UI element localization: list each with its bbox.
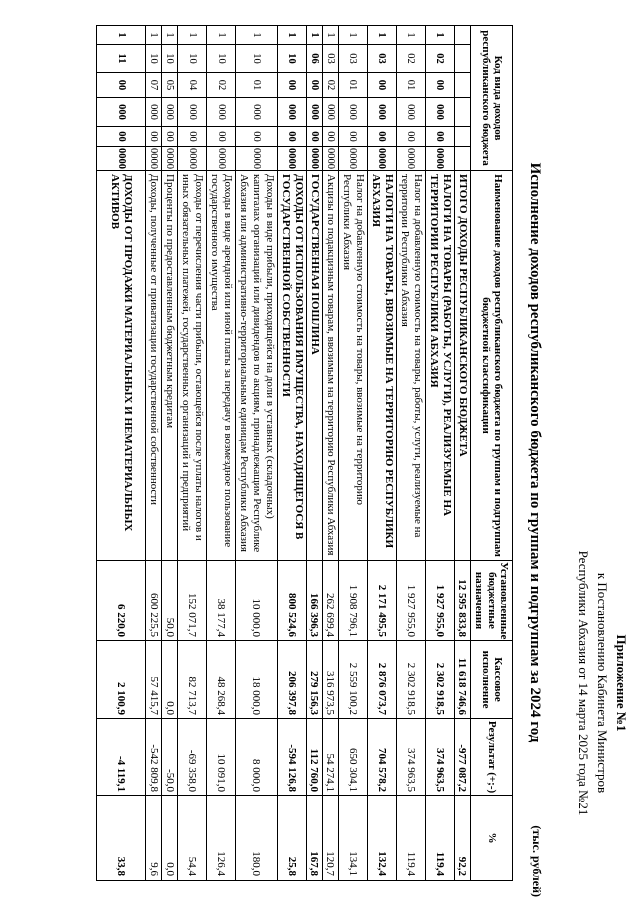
code-cell: 0000: [396, 147, 425, 171]
code-cell: [454, 26, 470, 45]
value-cell: 38 177,4: [207, 561, 236, 641]
code-cell: 1: [367, 26, 396, 45]
value-cell: 10 000,0: [236, 561, 278, 641]
code-cell: 00: [277, 127, 306, 147]
code-cell: 00: [97, 127, 146, 147]
code-cell: 0000: [425, 147, 454, 171]
revenue-name-cell: ДОХОДЫ ОТ ПРОДАЖИ МАТЕРИАЛЬНЫХ И НЕМАТЕРИАЛЬНЫХ АКТИВОВ: [97, 171, 146, 561]
revenue-name-cell: ИТОГО ДОХОДЫ РЕСПУБЛИКАНСКОГО БЮДЖЕТА: [454, 171, 470, 561]
code-cell: 03: [338, 45, 367, 73]
value-cell: 316 973,5: [322, 641, 338, 719]
value-cell: 704 578,2: [367, 719, 396, 796]
revenue-name-cell: Налог на добавленную стоимость на товары, работы, услуги, реализуемые на территории Республики Абхазия: [396, 171, 425, 561]
code-cell: 1: [425, 26, 454, 45]
value-cell: 152 071,7: [178, 561, 207, 641]
code-cell: 1: [178, 26, 207, 45]
annex-line-3: Республики Абхазия от 14 марта 2025 года №21: [576, 550, 592, 816]
code-cell: 02: [322, 73, 338, 98]
value-cell: 48 268,4: [207, 641, 236, 719]
annex-header: [573, 463, 630, 905]
code-cell: 01: [236, 73, 278, 98]
code-cell: 00: [367, 127, 396, 147]
code-cell: 01: [396, 73, 425, 98]
value-cell: 2 876 073,7: [367, 641, 396, 719]
table-row: [306, 26, 322, 881]
page-title: Исполнение доходов республиканского бюджета по группам и подгруппам за 2024 год: [527, 162, 544, 743]
percent-cell: 0,0: [162, 796, 178, 881]
code-cell: 000: [207, 98, 236, 127]
code-cell: [454, 73, 470, 98]
value-cell: -594 126,8: [277, 719, 306, 796]
table-row: [454, 26, 470, 881]
units-note: (тыс. рублей): [530, 825, 545, 897]
code-cell: 04: [178, 73, 207, 98]
code-cell: 00: [425, 127, 454, 147]
table-body: [97, 26, 470, 881]
header-code: Код вида доходов республиканского бюджета: [470, 26, 513, 171]
value-cell: 50,0: [162, 561, 178, 641]
percent-cell: 167,8: [306, 796, 322, 881]
code-cell: 07: [146, 73, 162, 98]
code-cell: [454, 127, 470, 147]
percent-cell: 25,8: [277, 796, 306, 881]
value-cell: 600 225,5: [146, 561, 162, 641]
value-cell: 10 091,0: [207, 719, 236, 796]
code-cell: 02: [396, 45, 425, 73]
code-cell: 000: [306, 98, 322, 127]
value-cell: -69 358,0: [178, 719, 207, 796]
percent-cell: 54,4: [178, 796, 207, 881]
value-cell: 2 100,9: [97, 641, 146, 719]
code-cell: 10: [277, 45, 306, 73]
code-cell: 1: [396, 26, 425, 45]
code-cell: 0000: [322, 147, 338, 171]
code-cell: 1: [162, 26, 178, 45]
table-header-row: [470, 26, 513, 881]
code-cell: 06: [306, 45, 322, 73]
code-cell: 000: [338, 98, 367, 127]
code-cell: 00: [306, 73, 322, 98]
code-cell: 1: [97, 26, 146, 45]
code-cell: [454, 147, 470, 171]
code-cell: 1: [322, 26, 338, 45]
code-cell: 00: [146, 127, 162, 147]
code-cell: 10: [207, 45, 236, 73]
code-cell: 10: [146, 45, 162, 73]
value-cell: 1 927 955,0: [396, 561, 425, 641]
table-row: [367, 26, 396, 881]
code-cell: 0000: [162, 147, 178, 171]
code-cell: 11: [97, 45, 146, 73]
code-cell: 0000: [338, 147, 367, 171]
table-row: [178, 26, 207, 881]
code-cell: 00: [338, 127, 367, 147]
revenue-name-cell: Акцизы по подакцизным товарам, ввозимым на территорию Республики Абхазия: [322, 171, 338, 561]
code-cell: 000: [162, 98, 178, 127]
value-cell: 8 000,0: [236, 719, 278, 796]
value-cell: 1 927 955,0: [425, 561, 454, 641]
value-cell: 2 302 918,5: [396, 641, 425, 719]
code-cell: 000: [322, 98, 338, 127]
percent-cell: 180,0: [236, 796, 278, 881]
percent-cell: 132,4: [367, 796, 396, 881]
table-row: [146, 26, 162, 881]
percent-cell: 119,4: [396, 796, 425, 881]
code-cell: 00: [396, 127, 425, 147]
code-cell: 00: [425, 73, 454, 98]
code-cell: 03: [322, 45, 338, 73]
code-cell: 1: [306, 26, 322, 45]
value-cell: 800 524,6: [277, 561, 306, 641]
value-cell: 0,0: [162, 641, 178, 719]
value-cell: 2 171 495,5: [367, 561, 396, 641]
percent-cell: 134,1: [338, 796, 367, 881]
annex-line-1: Приложение №1: [614, 634, 629, 732]
revenue-name-cell: Доходы от перечисления части прибыли, остающейся после уплаты налогов и иных обязательных платежей, государственных организаций и предприятий: [178, 171, 207, 561]
value-cell: 650 304,1: [338, 719, 367, 796]
table-row: [162, 26, 178, 881]
code-cell: 00: [162, 127, 178, 147]
value-cell: 54 274,1: [322, 719, 338, 796]
value-cell: 262 699,4: [322, 561, 338, 641]
code-cell: 00: [178, 127, 207, 147]
code-cell: 00: [207, 127, 236, 147]
value-cell: 57 415,7: [146, 641, 162, 719]
revenue-name-cell: НАЛОГИ НА ТОВАРЫ, ВВОЗИМЫЕ НА ТЕРРИТОРИЮ РЕСПУБЛИКИ АБХАЗИЯ: [367, 171, 396, 561]
value-cell: 1 908 796,1: [338, 561, 367, 641]
code-cell: 000: [396, 98, 425, 127]
code-cell: 00: [322, 127, 338, 147]
code-cell: 00: [306, 127, 322, 147]
code-cell: 05: [162, 73, 178, 98]
value-cell: -542 809,8: [146, 719, 162, 796]
code-cell: 10: [162, 45, 178, 73]
code-cell: 000: [178, 98, 207, 127]
value-cell: 2 302 918,5: [425, 641, 454, 719]
percent-cell: 119,4: [425, 796, 454, 881]
code-cell: 0000: [306, 147, 322, 171]
percent-cell: 9,6: [146, 796, 162, 881]
annex-line-2: к Постановлению Кабинета Министров: [595, 572, 611, 794]
code-cell: 1: [207, 26, 236, 45]
code-cell: 02: [425, 45, 454, 73]
code-cell: 03: [367, 45, 396, 73]
revenue-name-cell: Налог на добавленную стоимость на товары, ввозимые на территорию Республики Абхазия: [338, 171, 367, 561]
value-cell: -4 119,1: [97, 719, 146, 796]
value-cell: 6 220,0: [97, 561, 146, 641]
code-cell: 0000: [277, 147, 306, 171]
code-cell: 000: [425, 98, 454, 127]
table-header: [470, 26, 513, 881]
title-row: [521, 0, 543, 905]
table-row: [338, 26, 367, 881]
header-planned: Установленные бюджетные назначения: [470, 561, 513, 641]
percent-cell: 126,4: [207, 796, 236, 881]
table-row: [322, 26, 338, 881]
value-cell: 11 618 746,6: [454, 641, 470, 719]
percent-cell: 120,7: [322, 796, 338, 881]
value-cell: 206 397,8: [277, 641, 306, 719]
value-cell: -50,0: [162, 719, 178, 796]
code-cell: 000: [277, 98, 306, 127]
table-row: [277, 26, 306, 881]
code-cell: 000: [97, 98, 146, 127]
code-cell: 00: [236, 127, 278, 147]
percent-cell: 92,2: [454, 796, 470, 881]
table-row: [97, 26, 146, 881]
revenue-name-cell: Доходы, полученные от приватизации государственной собственности: [146, 171, 162, 561]
value-cell: -977 087,2: [454, 719, 470, 796]
code-cell: [454, 45, 470, 73]
value-cell: 374 963,5: [425, 719, 454, 796]
code-cell: [454, 98, 470, 127]
header-result: Результат (+;-): [470, 719, 513, 796]
code-cell: 02: [207, 73, 236, 98]
header-percent: %: [470, 796, 513, 881]
code-cell: 1: [277, 26, 306, 45]
value-cell: 82 713,7: [178, 641, 207, 719]
table-row: [236, 26, 278, 881]
value-cell: 112 760,0: [306, 719, 322, 796]
value-cell: 166 396,3: [306, 561, 322, 641]
table-row: [396, 26, 425, 881]
code-cell: 1: [146, 26, 162, 45]
budget-revenue-table: [96, 25, 513, 881]
value-cell: 12 595 833,8: [454, 561, 470, 641]
revenue-name-cell: Проценты по предоставленным бюджетным кредитам: [162, 171, 178, 561]
code-cell: 1: [338, 26, 367, 45]
header-executed: Кассовое исполнение: [470, 641, 513, 719]
code-cell: 10: [236, 45, 278, 73]
table-row: [425, 26, 454, 881]
code-cell: 10: [178, 45, 207, 73]
revenue-name-cell: Доходы в виде арендной или иной платы за передачу в возмездное пользование государственного имущества: [207, 171, 236, 561]
code-cell: 000: [236, 98, 278, 127]
header-name: Наименование доходов республиканского бюджета по группам и подгруппам бюджетной классификации: [470, 171, 513, 561]
code-cell: 00: [367, 73, 396, 98]
value-cell: 2 559 100,2: [338, 641, 367, 719]
percent-cell: 33,8: [97, 796, 146, 881]
revenue-name-cell: Доходы в виде прибыли, приходящейся на доли в уставных (складочных) капиталах организаций или дивидендов по акциям, принадлежащим Республике Абхазия или административно-территориальным единицам Республики Абхазия: [236, 171, 278, 561]
code-cell: 000: [146, 98, 162, 127]
table-row: [207, 26, 236, 881]
code-cell: 00: [97, 73, 146, 98]
code-cell: 1: [236, 26, 278, 45]
code-cell: 0000: [97, 147, 146, 171]
code-cell: 0000: [236, 147, 278, 171]
value-cell: 374 963,5: [396, 719, 425, 796]
code-cell: 01: [338, 73, 367, 98]
value-cell: 279 156,3: [306, 641, 322, 719]
revenue-name-cell: ДОХОДЫ ОТ ИСПОЛЬЗОВАНИЯ ИМУЩЕСТВА, НАХОДЯЩЕГОСЯ В ГОСУДАРСТВЕННОЙ СОБСТВЕННОСТИ: [277, 171, 306, 561]
code-cell: 000: [367, 98, 396, 127]
code-cell: 00: [277, 73, 306, 98]
code-cell: 0000: [146, 147, 162, 171]
revenue-name-cell: ГОСУДАРСТВЕННАЯ ПОШЛИНА: [306, 171, 322, 561]
code-cell: 0000: [178, 147, 207, 171]
revenue-name-cell: НАЛОГИ НА ТОВАРЫ (РАБОТЫ, УСЛУГИ), РЕАЛИЗУЕМЫЕ НА ТЕРРИТОРИИ РЕСПУБЛИКИ АБХАЗИЯ: [425, 171, 454, 561]
code-cell: 0000: [367, 147, 396, 171]
code-cell: 0000: [207, 147, 236, 171]
value-cell: 18 000,0: [236, 641, 278, 719]
